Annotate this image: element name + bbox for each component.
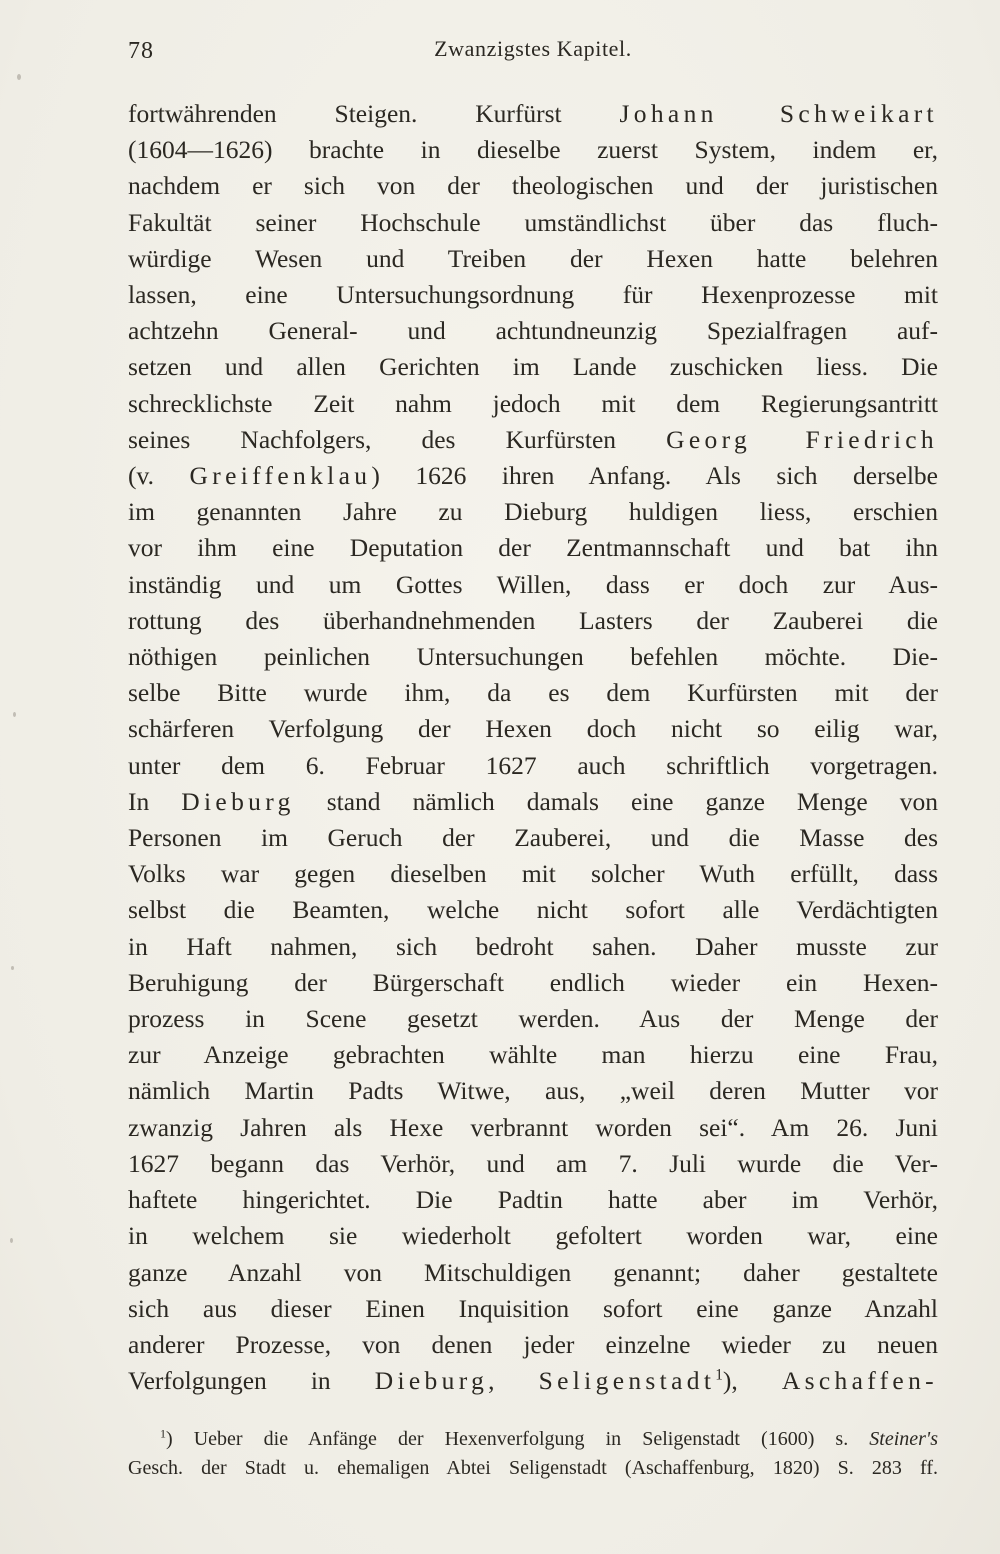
- text-segment: setzen und allen Gerichten im Lande zuschicken liess. Die: [128, 352, 938, 382]
- text-segment: Fakultät seiner Hochschule umständlichst über das fluch-: [128, 207, 938, 237]
- text-segment: selbst die Beamten, welche nicht sofort alle Verdächtigten: [128, 895, 938, 925]
- text-line: [128, 1291, 938, 1327]
- body-text: [128, 96, 938, 1399]
- text-segment: Johann Schweikart: [619, 99, 938, 128]
- text-segment: Dieburg: [374, 1366, 489, 1396]
- scan-speck: [11, 966, 14, 970]
- running-head: [128, 34, 938, 70]
- text-segment: achtzehn General- und achtundneunzig Spezialfragen auf-: [128, 316, 938, 346]
- text-segment: lassen, eine Untersuchungsordnung für Hexenprozesse mit: [128, 280, 938, 310]
- text-segment: prozess in Scene gesetzt werden. Aus der Menge der: [128, 1004, 938, 1034]
- text-segment: ,: [488, 1366, 539, 1396]
- text-segment: unter dem 6. Februar 1627 auch schriftlich vorgetragen.: [128, 750, 938, 780]
- text-segment: ganze Anzahl von Mitschuldigen genannt; daher gestaltete: [128, 1257, 938, 1287]
- text-segment: Seligenstadt: [538, 1366, 716, 1396]
- text-line: [128, 929, 938, 965]
- text-line: [128, 603, 938, 639]
- text-segment: zwanzig Jahren als Hexe verbrannt worden sei“. Am 26. Juni: [128, 1112, 938, 1142]
- text-line: [128, 1363, 938, 1399]
- text-line: [128, 748, 938, 784]
- text-segment: inständig und um Gottes Willen, dass er doch zur Aus-: [128, 569, 938, 599]
- text-segment: schärferen Verfolgung der Hexen doch nicht so eilig war,: [128, 714, 938, 744]
- text-segment: im genannten Jahre zu Dieburg huldigen liess, erschien: [128, 497, 938, 527]
- text-segment: ) Ueber die Anfänge der Hexenverfolgung in Seligenstadt (1600) s.: [166, 1428, 870, 1451]
- text-segment: nämlich Martin Padts Witwe, aus, „weil deren Mutter vor: [128, 1076, 938, 1106]
- text-line: [128, 1146, 938, 1182]
- text-segment: würdige Wesen und Treiben der Hexen hatte belehren: [128, 243, 938, 273]
- text-line: [128, 530, 938, 566]
- text-line: [128, 1037, 938, 1073]
- text-line: [128, 386, 938, 422]
- text-segment: ),: [722, 1366, 782, 1396]
- text-line: [128, 675, 938, 711]
- text-segment: haftete hingerichtet. Die Padtin hatte aber im Verhör,: [128, 1185, 938, 1215]
- text-line: [128, 1454, 938, 1483]
- text-segment: schrecklichste Zeit nahm jedoch mit dem Regierungsantritt: [128, 388, 938, 418]
- text-segment: 1627 begann das Verhör, und am 7. Juli wurde die Ver-: [128, 1148, 938, 1178]
- text-line: [128, 639, 938, 675]
- text-segment: seines Nachfolgers, des Kurfürsten: [128, 424, 667, 454]
- text-segment: fortwährenden Steigen. Kurfürst: [128, 99, 620, 128]
- text-segment: in Haft nahmen, sich bedroht sahen. Daher musste zur: [128, 931, 938, 961]
- text-line: [128, 1110, 938, 1146]
- text-line: [128, 856, 938, 892]
- text-line: [128, 1001, 938, 1037]
- text-line: [128, 313, 938, 349]
- text-line: [128, 567, 938, 603]
- text-segment: Aschaffen-: [781, 1366, 938, 1396]
- text-line: [128, 784, 938, 820]
- text-segment: Personen im Geruch der Zauberei, und die Masse des: [128, 823, 938, 853]
- text-segment: Volks war gegen dieselben mit solcher Wuth erfüllt, dass: [128, 859, 938, 889]
- running-title: Zwanzigstes Kapitel.: [434, 36, 632, 61]
- text-line: [128, 96, 938, 132]
- text-segment: zur Anzeige gebrachten wählte man hierzu eine Frau,: [128, 1040, 938, 1070]
- text-segment: Beruhigung der Bürgerschaft endlich wieder ein Hexen-: [128, 967, 938, 997]
- text-segment: In: [128, 786, 182, 816]
- text-segment: Dieburg: [181, 786, 295, 816]
- text-segment: anderer Prozesse, von denen jeder einzelne wieder zu neuen: [128, 1329, 938, 1359]
- text-line: [128, 965, 938, 1001]
- scan-speck: [10, 1238, 13, 1243]
- text-segment: ) 1626 ihren Anfang. Als sich derselbe: [371, 461, 938, 491]
- text-segment: Verfolgungen in: [128, 1366, 375, 1396]
- text-line: [128, 132, 938, 168]
- text-line: [128, 1182, 938, 1218]
- text-segment: sich aus dieser Einen Inquisition sofort eine ganze Anzahl: [128, 1293, 938, 1323]
- text-segment: vor ihm eine Deputation der Zentmannschaft und bat ihn: [128, 533, 938, 563]
- text-line: [128, 892, 938, 928]
- text-line: [128, 1073, 938, 1109]
- text-line: [128, 1255, 938, 1291]
- text-segment: nöthigen peinlichen Untersuchungen befehlen möchte. Die-: [128, 642, 938, 672]
- text-segment: (v.: [128, 461, 190, 491]
- text-line: [128, 1425, 938, 1454]
- text-segment: Greiffenklau: [189, 461, 372, 491]
- text-line: [128, 458, 938, 494]
- text-segment: Gesch. der Stadt u. ehemaligen Abtei Seligenstadt (Aschaffenburg, 1820) S. 283 ff.: [128, 1456, 938, 1479]
- text-segment: (1604—1626) brachte in dieselbe zuerst System, indem er,: [128, 135, 938, 165]
- text-segment: in welchem sie wiederholt gefoltert worden war, eine: [128, 1221, 938, 1251]
- text-line: [128, 205, 938, 241]
- page-number: 78: [128, 38, 154, 64]
- scan-speck: [17, 74, 21, 80]
- text-line: [128, 349, 938, 385]
- text-segment: nachdem er sich von der theologischen und der juristischen: [128, 171, 938, 201]
- text-line: [128, 168, 938, 204]
- text-segment: Steiner's: [869, 1428, 938, 1451]
- text-line: [128, 711, 938, 747]
- text-line: [128, 277, 938, 313]
- text-segment: selbe Bitte wurde ihm, da es dem Kurfürsten mit der: [128, 678, 938, 708]
- text-line: [128, 494, 938, 530]
- text-line: [128, 241, 938, 277]
- scan-speck: [13, 712, 16, 717]
- footnote-marker: 1: [715, 1366, 723, 1384]
- text-segment: stand nämlich damals eine ganze Menge von: [294, 786, 938, 816]
- text-line: [128, 1327, 938, 1363]
- text-line: [128, 422, 938, 458]
- footnote-marker: 1: [160, 1426, 166, 1441]
- text-segment: rottung des überhandnehmenden Lasters der Zauberei die: [128, 605, 938, 635]
- text-line: [128, 1218, 938, 1254]
- text-line: [128, 820, 938, 856]
- text-segment: Georg Friedrich: [666, 424, 938, 454]
- footnote: [128, 1425, 938, 1482]
